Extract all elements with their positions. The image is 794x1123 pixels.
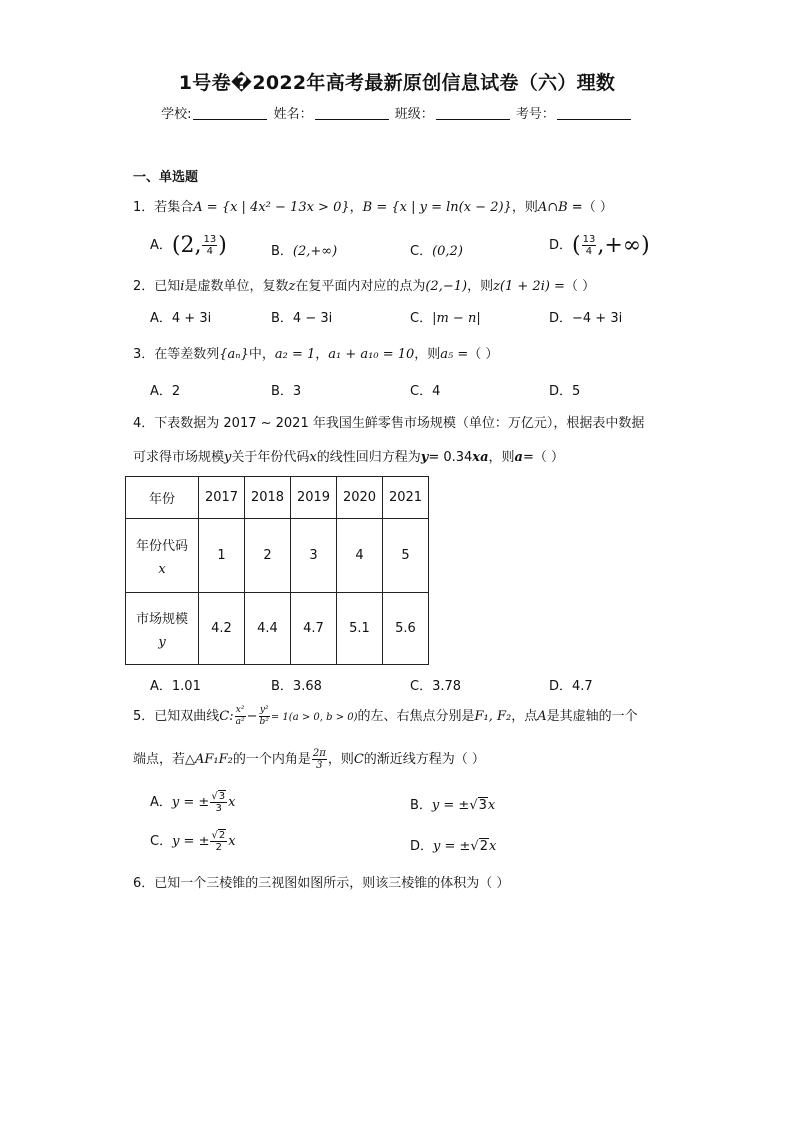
q4-text-d: ，则 <box>488 450 515 465</box>
q3-sequence: {aₙ} <box>219 347 249 362</box>
table-cell-value-2: 4.4 <box>245 593 291 665</box>
q5-a2: a² <box>235 717 245 727</box>
q5-option-a-pre: y = ± <box>171 795 210 810</box>
q4-option-a-label: A． <box>150 679 172 694</box>
q4-option-b-value: 3.68 <box>292 679 322 694</box>
table-cell-year-2: 2018 <box>245 477 291 519</box>
q2-option-c[interactable] <box>410 307 481 326</box>
q1-prefix: 1．若集合 <box>133 200 194 215</box>
q3-option-c-label: C． <box>410 384 433 399</box>
table-header-value-var: y <box>158 634 166 650</box>
q1-option-c[interactable] <box>410 240 463 259</box>
table-cell-year-3: 2019 <box>291 477 337 519</box>
q2-point: (2,−1) <box>425 279 468 294</box>
q4-option-c-label: C． <box>410 679 433 694</box>
q4-option-d[interactable] <box>549 675 593 694</box>
q3-option-b-label: B． <box>271 384 293 399</box>
q3-condition-1: a₂ = 1 <box>274 347 316 362</box>
question-5-line-2 <box>133 748 485 771</box>
table-header-code-var: x <box>158 561 166 577</box>
q5-condition: = 1(a > 0, b > 0) <box>270 712 358 723</box>
q4-option-c-value: 3.78 <box>432 679 462 694</box>
q1-option-d-right: ,+∞) <box>597 233 650 258</box>
table-cell-value-1: 4.2 <box>199 593 245 665</box>
q4-option-b-label: B． <box>271 679 293 694</box>
q1-sep: ， <box>349 200 363 215</box>
q5-text-d: 是其虚轴的一个 <box>546 709 638 724</box>
table-header-value-label: 市场规模 <box>135 611 188 627</box>
q2-option-a-value: 4 + 3i <box>171 311 212 326</box>
q5-option-d-label: D． <box>410 839 434 854</box>
school-label: 学校: <box>161 107 192 122</box>
section-title: 一、单选题 <box>133 170 199 185</box>
table-cell-value-4: 5.1 <box>337 593 383 665</box>
q5-option-c-post: x <box>228 834 236 849</box>
table-cell-value-3: 4.7 <box>291 593 337 665</box>
q1-option-a-den: 4 <box>206 246 214 257</box>
q2-z-symbol: z <box>288 279 296 294</box>
q5-option-a-post: x <box>228 795 236 810</box>
q5-option-c-den: 2 <box>215 842 223 853</box>
q4-text-a: 可求得市场规模 <box>133 450 225 465</box>
q4-a-garbled: a <box>480 450 489 465</box>
q1-option-b[interactable] <box>271 240 337 259</box>
q3-option-d[interactable] <box>549 380 580 399</box>
q2-text-b: 是虚数单位，复数 <box>184 279 289 294</box>
q1-set-b: B = {x | y = ln(x − 2)} <box>362 200 512 215</box>
q4-x-symbol: x <box>309 450 317 465</box>
table-cell-year-4: 2020 <box>337 477 383 519</box>
q1-option-d-label: D． <box>549 238 573 253</box>
table-header-code-label: 年份代码 <box>135 538 188 554</box>
question-4-line-2 <box>133 446 564 465</box>
q3-option-d-value: 5 <box>572 384 581 399</box>
q1-option-c-label: C． <box>410 244 433 259</box>
q2-option-b[interactable] <box>271 307 332 326</box>
q3-option-d-label: D． <box>549 384 573 399</box>
q1-option-b-label: B． <box>271 244 293 259</box>
q3-ask: （ ） <box>468 347 499 362</box>
q2-expr: z(1 + 2i) = <box>493 279 565 294</box>
q3-option-b[interactable] <box>271 380 301 399</box>
q2-i-symbol: i <box>180 279 185 294</box>
question-6: 6．已知一个三棱锥的三视图如图所示，则该三棱锥的体积为（ ） <box>133 876 510 891</box>
q5-option-d-sqrt: √2 <box>470 839 488 854</box>
q4-ahat: a <box>514 450 523 465</box>
q5-option-b-post: x <box>487 798 496 813</box>
q5-line2-a: 端点，若 <box>133 752 186 767</box>
table-cell-code-5: 5 <box>383 519 429 593</box>
q5-text-b: 的左、右焦点分别是 <box>357 709 475 724</box>
q3-option-c[interactable] <box>410 380 440 399</box>
q1-option-c-value: (0,2) <box>432 244 463 259</box>
q5-option-b-label: B． <box>410 798 432 813</box>
q5-text-c: ，点 <box>511 709 538 724</box>
table-cell-year-5: 2021 <box>383 477 429 519</box>
q3-expr: a₅ = <box>440 347 469 362</box>
q4-ask: =（ ） <box>522 450 564 465</box>
question-4-line-1: 4．下表数据为 2017 ~ 2021 年我国生鲜零售市场规模（单位：万亿元），根据表中数据 <box>133 416 645 431</box>
q5-option-b-pre: y = ± <box>431 798 470 813</box>
q5-option-a[interactable] <box>150 791 235 814</box>
name-label: 姓名： <box>273 107 313 122</box>
q1-set-a: A = {x | 4x² − 13x > 0} <box>193 200 350 215</box>
q5-option-b[interactable] <box>410 794 495 813</box>
q1-option-d[interactable] <box>549 233 650 258</box>
q2-text-a: 2．已知 <box>133 279 181 294</box>
q2-option-c-label: C． <box>410 311 433 326</box>
q5-option-c-num-wrap: √2 <box>211 830 226 841</box>
q3-text-a: 3．在等差数列 <box>133 347 220 362</box>
q5-option-d-pre: y = ± <box>433 839 471 854</box>
q4-option-b[interactable] <box>271 675 322 694</box>
q1-option-d-den: 4 <box>585 246 593 257</box>
q5-foci: F₁, F₂ <box>474 709 512 724</box>
student-info-line <box>0 103 794 122</box>
q2-option-b-value: 4 − 3i <box>292 311 333 326</box>
table-header-value <box>126 593 199 665</box>
q3-option-b-value: 3 <box>292 384 302 399</box>
q5-option-a-num: 3 <box>218 791 226 802</box>
q5-x2: x² <box>235 705 245 715</box>
q2-option-d[interactable] <box>549 307 622 326</box>
q5-option-a-num-wrap: √3 <box>211 791 226 802</box>
q5-angle-num: 2π <box>312 748 326 759</box>
q3-option-a[interactable] <box>150 380 180 399</box>
q1-option-d-num: 13 <box>582 234 596 245</box>
class-blank[interactable] <box>436 107 510 120</box>
q1-ask: =（ ） <box>567 200 613 215</box>
q4-option-d-label: D． <box>549 679 573 694</box>
q2-ask: （ ） <box>564 279 596 294</box>
q5-option-b-radicand: 3 <box>478 798 487 813</box>
table-cell-code-3: 3 <box>291 519 337 593</box>
q3-text-c: ，则 <box>414 347 441 362</box>
q5-option-b-sqrt: √3 <box>469 798 487 813</box>
q1-option-d-frac <box>582 234 597 257</box>
q5-option-d-radicand: 2 <box>479 839 488 854</box>
table-cell-year-1: 2017 <box>199 477 245 519</box>
question-5-line-1 <box>133 705 638 728</box>
table-header-code <box>126 519 199 593</box>
q5-option-a-frac <box>210 791 227 814</box>
q4-option-d-value: 4.7 <box>572 679 593 694</box>
question-3 <box>133 343 498 362</box>
table-row-code <box>126 519 429 593</box>
q5-frac-y <box>259 705 270 728</box>
table-cell-code-2: 2 <box>245 519 291 593</box>
q2-text-d: ，则 <box>467 279 494 294</box>
name-blank[interactable] <box>315 107 389 120</box>
q5-option-a-label: A． <box>150 795 172 810</box>
table-cell-value-5: 5.6 <box>383 593 429 665</box>
q5-option-c-pre: y = ± <box>172 834 210 849</box>
q4-data-table <box>125 476 429 665</box>
q1-option-a-left: (2, <box>171 233 202 258</box>
q1-option-a[interactable] <box>150 233 227 258</box>
q4-text-c: 的线性回归方程为 <box>316 450 421 465</box>
q1-option-b-value: (2,+∞) <box>292 244 338 259</box>
q5-b2: b² <box>259 717 269 727</box>
table-header-year: 年份 <box>126 477 199 519</box>
q2-option-d-label: D． <box>549 311 573 326</box>
q1-suffix: ，则 <box>511 200 538 215</box>
q5-option-d-post: x <box>489 839 497 854</box>
q4-x-garbled: x <box>472 450 481 465</box>
q5-triangle: △AF₁F₂ <box>185 752 233 767</box>
exam-no-blank[interactable] <box>557 107 631 120</box>
q3-option-c-value: 4 <box>432 384 441 399</box>
q5-angle-den: 3 <box>316 760 323 771</box>
q5-option-c-label: C． <box>150 834 173 849</box>
q5-frac-x <box>235 705 246 728</box>
q3-condition-2: a₁ + a₁₀ = 10 <box>328 347 415 362</box>
q2-option-a-label: A． <box>150 311 172 326</box>
q5-line2-b: 的一个内角是 <box>232 752 311 767</box>
q5-option-c-frac <box>210 830 227 853</box>
q5-text-a: 5．已知双曲线 <box>133 709 220 724</box>
q3-text-b: 中， <box>248 347 275 362</box>
q4-option-a-value: 1.01 <box>171 679 201 694</box>
q5-c-symbol: C <box>353 752 364 767</box>
q1-option-d-left: ( <box>572 233 581 258</box>
q2-option-c-value: |m − n| <box>432 311 481 326</box>
q5-option-d[interactable] <box>410 835 496 854</box>
q1-option-a-num: 13 <box>203 234 217 245</box>
q5-option-a-den: 3 <box>215 803 222 814</box>
q4-option-a[interactable] <box>150 675 201 694</box>
q3-option-a-label: A． <box>150 384 172 399</box>
school-blank[interactable] <box>193 107 267 120</box>
q5-option-c[interactable] <box>150 830 236 853</box>
q2-text-c: 在复平面内对应的点为 <box>295 279 426 294</box>
table-cell-code-4: 4 <box>337 519 383 593</box>
q5-minus: − <box>246 709 258 724</box>
q5-angle-frac <box>312 748 327 771</box>
class-label: 班级： <box>394 107 434 122</box>
q5-point: A <box>537 709 547 724</box>
q1-option-a-frac <box>202 234 217 257</box>
q5-line2-d: 的渐近线方程为（ ） <box>363 752 485 767</box>
q5-curve: C: <box>219 709 234 724</box>
q2-option-d-value: −4 + 3i <box>572 311 623 326</box>
q4-y-symbol: y <box>224 450 232 465</box>
question-1 <box>133 196 613 215</box>
q3-sep: ， <box>315 347 329 362</box>
q5-line2-c: ，则 <box>327 752 354 767</box>
q1-option-a-label: A． <box>150 238 172 253</box>
q2-option-a[interactable] <box>150 307 211 326</box>
q1-option-a-right: ) <box>218 233 227 258</box>
table-cell-code-1: 1 <box>199 519 245 593</box>
q4-text-b: 关于年份代码 <box>231 450 310 465</box>
q4-eq-mid: = 0.34 <box>428 450 473 465</box>
q4-yhat: y <box>420 450 429 465</box>
exam-no-label: 考号： <box>515 107 555 122</box>
q5-y2: y² <box>259 705 269 715</box>
table-row-value <box>126 593 429 665</box>
page-title: 1号卷�2022年高考最新原创信息试卷（六）理数 <box>178 72 616 94</box>
q5-option-c-num: 2 <box>218 830 226 841</box>
q4-option-c[interactable] <box>410 675 461 694</box>
q3-option-a-value: 2 <box>171 384 181 399</box>
q1-expr: A∩B <box>537 200 568 215</box>
table-row-year <box>126 477 429 519</box>
q2-option-b-label: B． <box>271 311 293 326</box>
question-2 <box>133 275 595 294</box>
